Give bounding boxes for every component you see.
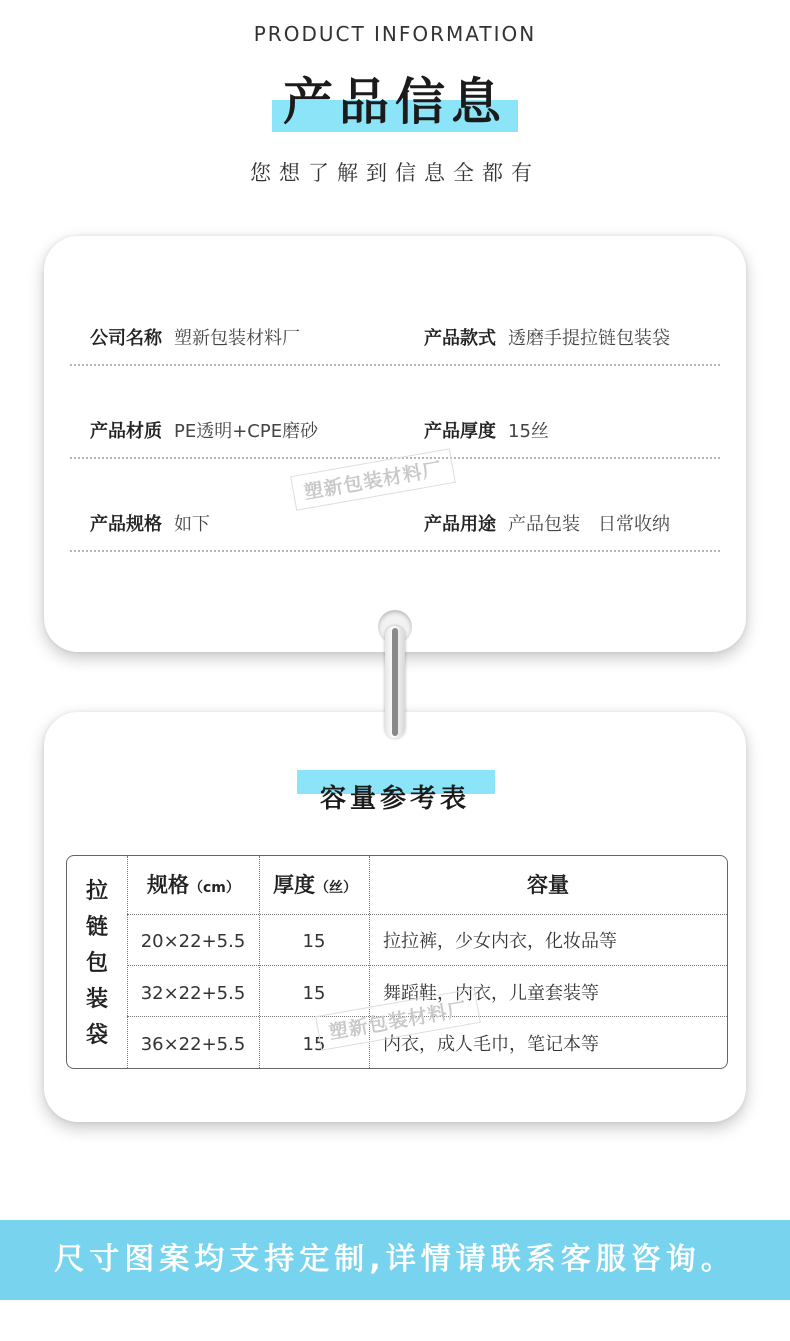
info-item-thickness bbox=[424, 417, 549, 447]
info-label: 产品用途 bbox=[424, 514, 496, 535]
info-item-usage bbox=[424, 510, 670, 540]
cell-spec: 20×22+5.5 bbox=[140, 931, 246, 952]
info-item-company bbox=[90, 324, 300, 354]
ring-connector-core bbox=[392, 628, 398, 736]
page-subtitle: 您想了解到信息全都有 bbox=[250, 161, 540, 185]
side-char: 装 bbox=[85, 987, 108, 1012]
header-thickness-label: 厚度 bbox=[273, 873, 315, 897]
info-label: 公司名称 bbox=[90, 328, 162, 349]
dotted-divider bbox=[70, 550, 720, 552]
side-char: 拉 bbox=[85, 879, 108, 904]
footer-text: 尺寸图案均支持定制,详情请联系客服咨询。 bbox=[54, 1242, 736, 1277]
info-row bbox=[70, 324, 720, 364]
dotted-divider bbox=[70, 364, 720, 366]
info-item-spec bbox=[90, 510, 210, 540]
cell-thickness: 15 bbox=[302, 983, 326, 1004]
cell-capacity: 舞蹈鞋，内衣，儿童套装等 bbox=[383, 983, 599, 1004]
info-value: 塑新包装材料厂 bbox=[174, 328, 300, 349]
side-char: 链 bbox=[85, 915, 108, 940]
product-info-card bbox=[44, 236, 746, 652]
side-char: 包 bbox=[85, 951, 108, 976]
info-value: PE透明+CPE磨砂 bbox=[174, 421, 319, 442]
header-spec bbox=[147, 856, 240, 917]
watermark: 塑新包装材料厂 bbox=[315, 988, 481, 1051]
info-item-material bbox=[90, 417, 318, 447]
header-capacity: 容量 bbox=[527, 873, 569, 897]
header-spec-label: 规格 bbox=[147, 873, 189, 897]
cell-spec: 36×22+5.5 bbox=[140, 1034, 246, 1055]
info-value: 15丝 bbox=[508, 421, 549, 442]
capacity-table bbox=[66, 855, 728, 1069]
info-row bbox=[70, 510, 720, 550]
cell-thickness: 15 bbox=[302, 931, 326, 952]
header-thickness bbox=[273, 856, 357, 917]
cell-spec: 32×22+5.5 bbox=[140, 983, 246, 1004]
table-title: 容量参考表 bbox=[319, 784, 470, 814]
table-side-label bbox=[67, 856, 128, 1068]
cell-capacity: 拉拉裤，少女内衣，化妆品等 bbox=[383, 931, 617, 952]
cell-capacity: 内衣，成人毛巾，笔记本等 bbox=[383, 1034, 599, 1055]
watermark: 塑新包装材料厂 bbox=[290, 448, 456, 511]
info-label: 产品规格 bbox=[90, 514, 162, 535]
page-title: 产品信息 bbox=[283, 73, 507, 131]
section-eyebrow: PRODUCT INFORMATION bbox=[253, 22, 537, 46]
info-value: 透磨手提拉链包装袋 bbox=[508, 328, 670, 349]
header-thickness-unit: （丝） bbox=[315, 880, 357, 896]
info-value: 产品包装 日常收纳 bbox=[508, 514, 670, 535]
info-label: 产品款式 bbox=[424, 328, 496, 349]
info-label: 产品厚度 bbox=[424, 421, 496, 442]
header-spec-unit: （cm） bbox=[189, 880, 240, 896]
info-value: 如下 bbox=[174, 514, 210, 535]
info-item-style bbox=[424, 324, 670, 354]
cell-thickness: 15 bbox=[302, 1034, 326, 1055]
side-char: 袋 bbox=[85, 1023, 108, 1048]
info-label: 产品材质 bbox=[90, 421, 162, 442]
info-row bbox=[70, 417, 720, 457]
